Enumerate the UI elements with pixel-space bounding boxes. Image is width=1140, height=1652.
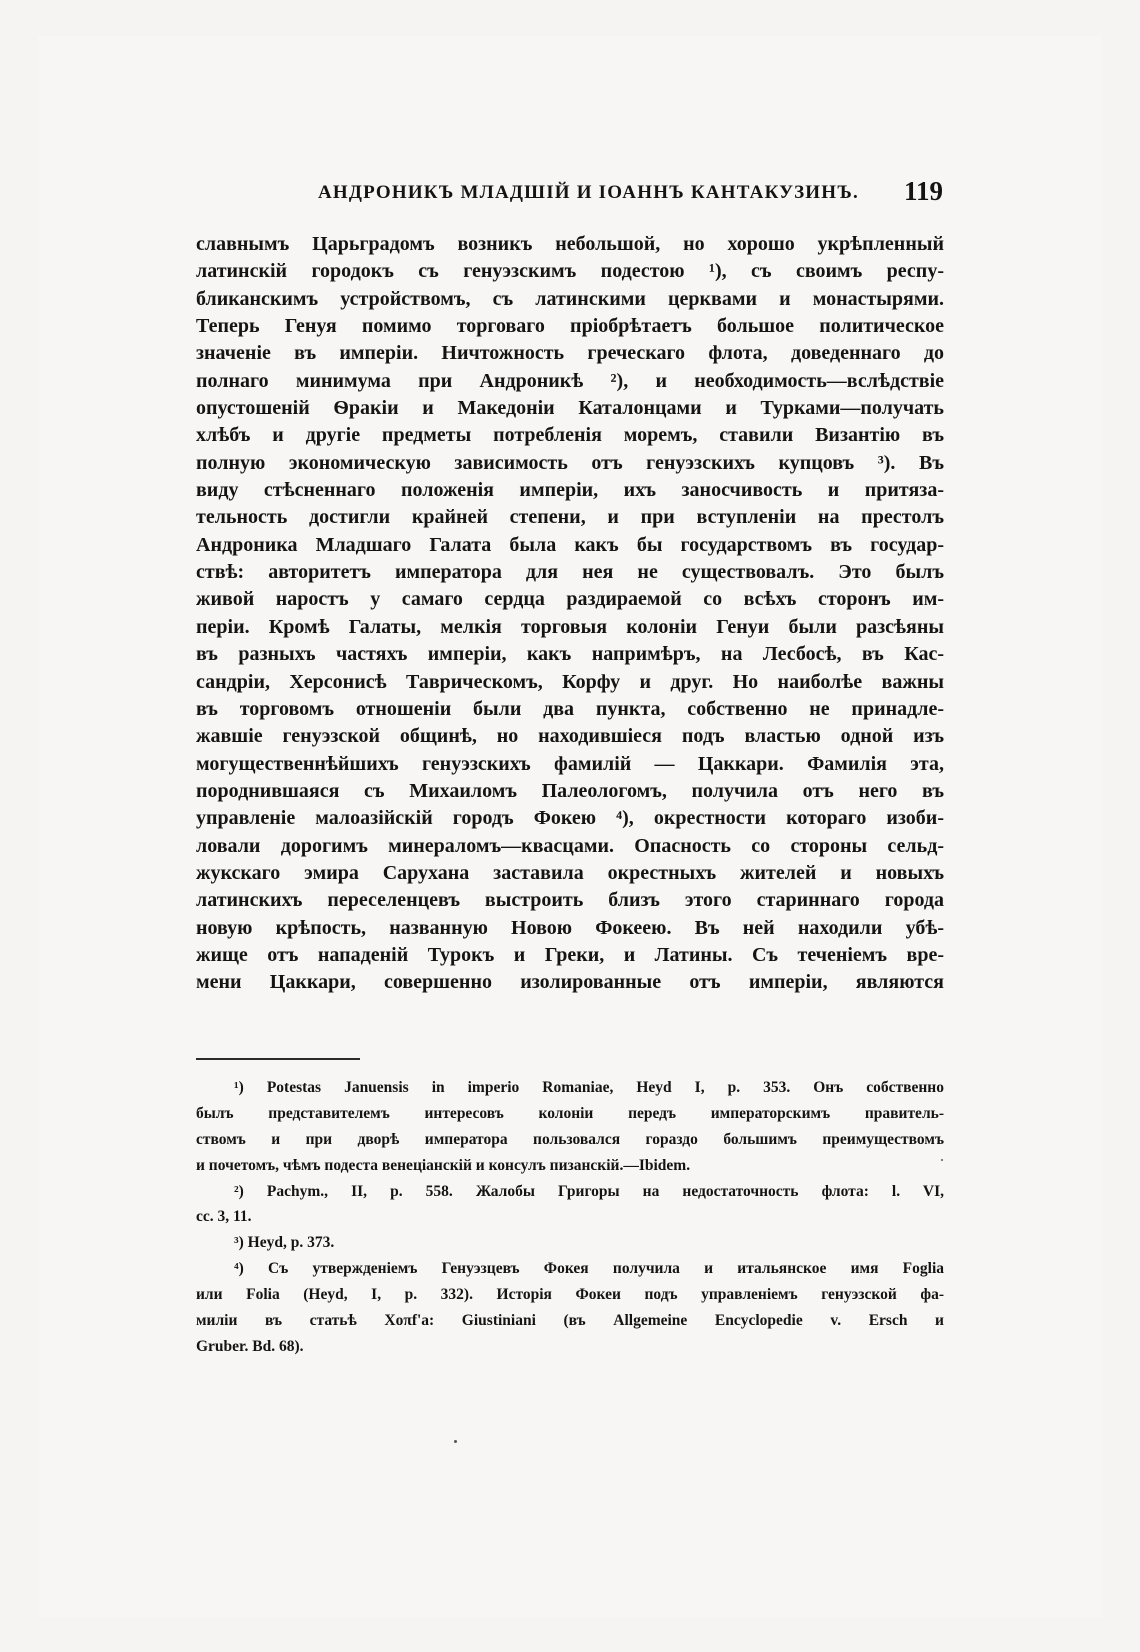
text-line: полнаго минимума при Андроникѣ ²), и необходимость—вслѣдствіе <box>196 369 944 392</box>
text-line: жукскаго эмира Саруханa заставила окрестныхъ жителей и новыхъ <box>196 861 944 884</box>
footnote-line: и почетомъ, чѣмъ подеста венеціанскій и консулъ пизанскій.—Ibidem. <box>196 1156 691 1174</box>
text-line: латинскихъ переселенцевъ выстроить близъ этого стариннаго города <box>196 889 944 912</box>
text-line: въ разныхъ частяхъ имперіи, какъ напримѣръ, на Лесбосѣ, въ Кас- <box>196 643 944 666</box>
footnote-divider <box>196 1058 360 1060</box>
text-line: жавшіе генуэзской общинѣ, но находившіеся подъ властью одной изъ <box>196 725 944 748</box>
footnote-line: ⁴) Съ утвержденіемъ Генуэзцевъ Фокея получила и итальянское имя Foglia <box>234 1260 944 1278</box>
footnote-line: ³) Heyd, p. 373. <box>234 1234 335 1252</box>
footnotes <box>196 1075 944 1360</box>
text-line: виду стѣсненнаго положенія имперіи, ихъ заносчивость и притяза- <box>196 479 944 502</box>
page-number: 119 <box>903 176 943 206</box>
text-line: славнымъ Царьградомъ возникъ небольшой, но хорошо укрѣпленный <box>196 233 944 255</box>
text-line: значеніе въ имперіи. Ничтожность греческаго флота, доведеннаго до <box>196 342 944 365</box>
text-line: Андроника Младшаго Галата была какъ бы государствомъ въ государ- <box>196 533 944 556</box>
text-line: ствѣ: авторитетъ императора для нея не существовалъ. Это былъ <box>196 561 944 584</box>
scan-speck <box>454 1440 457 1443</box>
text-line: бликанскимъ устройствомъ, съ латинскими церквами и монастырями. <box>196 287 944 310</box>
text-line: въ торговомъ отношеніи были два пункта, собственно не принадле- <box>196 697 944 720</box>
text-line: періи. Кромѣ Галаты, мелкія торговыя колоніи Генуи были разсѣяны <box>196 615 944 638</box>
scan-speck <box>941 1159 943 1161</box>
running-head-title: АНДРОНИКЪ МЛАДШІЙ И ІОАННЪ КАНТАКУЗИНЪ. <box>318 182 859 203</box>
text-line: сандріи, Херсонисѣ Таврическомъ, Корфу и друг. Но наиболѣе важны <box>196 670 944 693</box>
text-line: жище отъ нападеній Турокъ и Греки, и Латины. Съ теченіемъ вре- <box>196 943 944 966</box>
text-line: опустошеній Ѳракіи и Македоніи Каталонцами и Турками—получать <box>196 397 944 420</box>
footnote-line: ²) Pachym., II, p. 558. Жалобы Григоры на недостаточность флота: l. VI, <box>234 1182 944 1200</box>
text-line: могущественнѣйшихъ генуэзскихъ фамилій — Цаккари. Фамилія эта, <box>196 752 944 775</box>
text-line: латинскій городокъ съ генуэзскимъ подестою ¹), съ своимъ респу- <box>196 260 944 283</box>
footnote-line: миліи въ статьѣ Χοπf'a: Giustiniani (въ Allgemeine Encyclopedie v. Ersch и <box>196 1312 944 1330</box>
text-line: новую крѣпость, названную Новою Фокеею. Въ ней находили убѣ- <box>196 916 944 939</box>
footnote-line: или Folia (Heyd, I, p. 332). Исторія Фокеи подъ управленіемъ генуэзской фа- <box>196 1286 944 1304</box>
body-text <box>196 231 944 997</box>
footnote-line: былъ представителемъ интересовъ колоніи передъ императорскимъ правитель- <box>196 1104 944 1122</box>
text-line: живой наростъ у самаго сердца раздираемой со всѣхъ сторонъ им- <box>196 588 944 611</box>
text-line: тельность достигли крайней степени, и при вступленіи на престолъ <box>196 506 944 529</box>
footnote-line: Gruber. Bd. 68). <box>196 1337 304 1355</box>
text-line: хлѣбъ и другіе предметы потребленія моремъ, ставили Византію въ <box>196 424 944 447</box>
text-line: породнившаяся съ Михаиломъ Палеологомъ, получила отъ него въ <box>196 779 944 802</box>
footnote-line: ¹) Potestas Januensis in imperio Romaniae, Heyd I, p. 353. Онъ собственно <box>234 1079 944 1096</box>
text-line: ловали дорогимъ минераломъ—квасцами. Опасность со стороны сельд- <box>196 834 944 857</box>
footnote-line: ствомъ и при дворѣ императора пользовался гораздо большимъ преимуществомъ <box>196 1130 944 1148</box>
text-line: полную экономическую зависимость отъ генуэзскихъ купцовъ ³). Въ <box>196 451 944 474</box>
text-line: управленіе малоазійскій городъ Фокею ⁴), окрестности котораго изоби- <box>196 807 944 830</box>
text-line: мени Цаккари, совершенно изолированные отъ имперіи, являются <box>196 971 944 994</box>
text-line: Теперь Генуя помимо торговаго пріобрѣтаетъ большое политическое <box>196 315 944 338</box>
footnote-line: cc. 3, 11. <box>196 1208 252 1226</box>
running-header <box>318 176 943 216</box>
